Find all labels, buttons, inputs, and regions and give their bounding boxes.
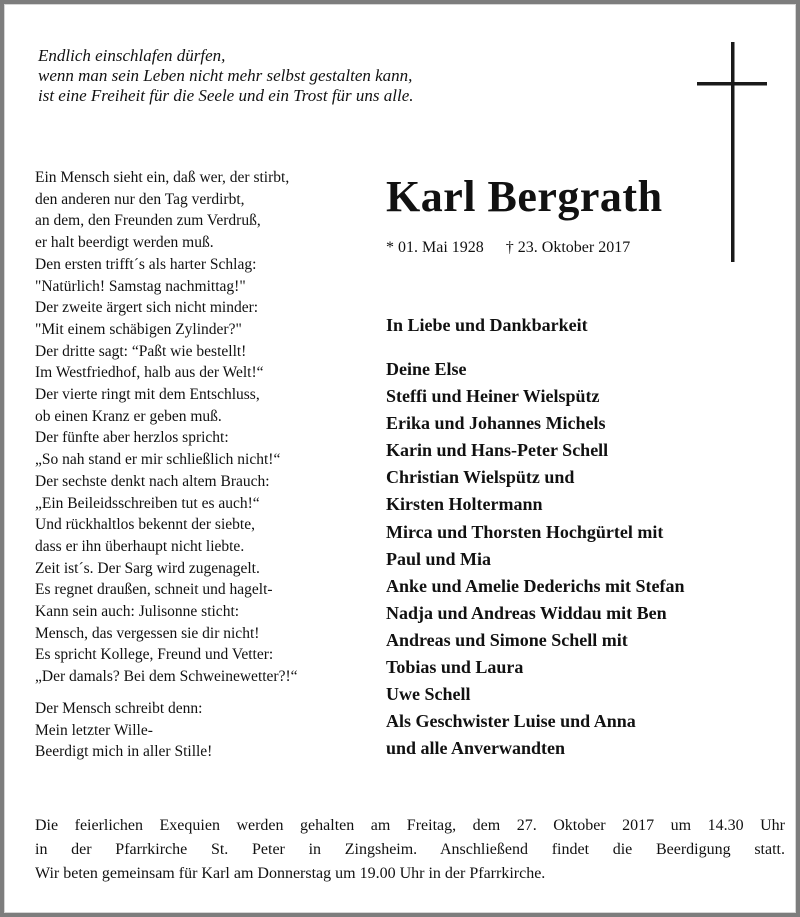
mourner-line: Paul und Mia: [386, 548, 492, 569]
poem-line: Der zweite ärgert sich nicht minder:: [35, 299, 259, 317]
mourner-line: Uwe Schell: [386, 684, 471, 705]
motto-line: ist eine Freiheit für die Seele und ein Trost für uns alle.: [38, 86, 414, 105]
poem-line: dass er ihn überhaupt nicht liebte.: [35, 537, 245, 555]
mourner-line: Andreas und Simone Schell mit: [386, 629, 628, 650]
poem-line: "Natürlich! Samstag nachmittag!": [35, 277, 246, 295]
mourner-line: Mirca und Thorsten Hochgürtel mit: [386, 521, 664, 542]
poem-line: "Mit einem schäbigen Zylinder?": [35, 320, 242, 338]
poem-line: Mensch, das vergessen sie dir nicht!: [35, 624, 260, 642]
motto-line: wenn man sein Leben nicht mehr selbst gestalten kann,: [38, 66, 413, 85]
poem-line: er halt beerdigt werden muß.: [35, 234, 214, 252]
mourners-list: [386, 356, 685, 762]
poem-line: Mein letzter Wille-: [35, 721, 153, 739]
mourner-line: Deine Else: [386, 359, 467, 379]
poem-line: Der dritte sagt: “Paßt wie bestellt!: [35, 342, 247, 360]
funeral-notice: [35, 814, 785, 886]
poem-line: Der Mensch schreibt denn:: [35, 699, 203, 717]
poem-line: Ein Mensch sieht ein, daß wer, der stirbt,: [35, 169, 290, 186]
poem-line: „Der damals? Bei dem Schweinewetter?!“: [35, 668, 298, 686]
poem-line: „Ein Beileidsschreiben tut es auch!“: [35, 494, 260, 512]
dedication: In Liebe und Dankbarkeit: [386, 315, 588, 335]
poem-line: Der fünfte aber herzlos spricht:: [35, 429, 229, 447]
mourner-line: Kirsten Holtermann: [386, 494, 543, 515]
poem-line: Der sechste denkt nach altem Brauch:: [35, 472, 270, 490]
poem-line: Der vierte ringt mit dem Entschluss,: [35, 386, 260, 404]
poem-line: „So nah stand er mir schließlich nicht!“: [35, 451, 281, 469]
deceased-name: Karl Bergrath: [386, 172, 663, 221]
death-date: † 23. Oktober 2017: [505, 239, 631, 256]
notice-line: in der Pfarrkirche St. Peter in Zingsheim. Anschließend findet die Beerdigung statt.: [35, 841, 785, 858]
mourner-line: und alle Anverwandten: [386, 738, 566, 759]
stanza-gap: [35, 688, 365, 698]
notice-line: Die feierlichen Exequien werden gehalten am Freitag, dem 27. Oktober 2017 um 14.30 Uhr: [35, 817, 785, 834]
poem: [35, 167, 365, 763]
poem-line: den anderen nur den Tag verdirbt,: [35, 190, 245, 208]
mourner-line: Nadja und Andreas Widdau mit Ben: [386, 602, 667, 623]
life-dates: [386, 238, 652, 258]
poem-line: Zeit ist´s. Der Sarg wird zugenagelt.: [35, 559, 260, 577]
motto-quote: [38, 46, 598, 106]
mourner-line: Als Geschwister Luise und Anna: [386, 711, 636, 732]
poem-line: Es spricht Kollege, Freund und Vetter:: [35, 646, 274, 664]
cross-icon: [697, 42, 767, 262]
mourner-line: Steffi und Heiner Wielspütz: [386, 386, 600, 407]
mourner-line: Erika und Johannes Michels: [386, 413, 606, 434]
mourner-line: Tobias und Laura: [386, 657, 524, 678]
poem-line: Beerdigt mich in aller Stille!: [35, 743, 213, 761]
poem-line: Es regnet draußen, schneit und hagelt-: [35, 581, 273, 599]
poem-line: ob einen Kranz er geben muß.: [35, 407, 222, 425]
poem-line: Im Westfriedhof, halb aus der Welt!“: [35, 364, 264, 382]
poem-line: Kann sein auch: Julisonne sticht:: [35, 603, 240, 621]
motto-line: Endlich einschlafen dürfen,: [38, 46, 226, 65]
poem-line: Den ersten trifft´s als harter Schlag:: [35, 255, 257, 273]
mourner-line: Christian Wielspütz und: [386, 467, 575, 488]
mourner-line: Anke und Amelie Dederichs mit Stefan: [386, 575, 685, 596]
mourner-line: Karin und Hans-Peter Schell: [386, 440, 609, 461]
notice-line: Wir beten gemeinsam für Karl am Donnerstag um 19.00 Uhr in der Pfarrkirche.: [35, 865, 546, 882]
poem-line: an dem, den Freunden zum Verdruß,: [35, 212, 261, 230]
birth-date: * 01. Mai 1928: [386, 239, 484, 256]
poem-line: Und rückhaltlos bekennt der siebte,: [35, 516, 255, 534]
